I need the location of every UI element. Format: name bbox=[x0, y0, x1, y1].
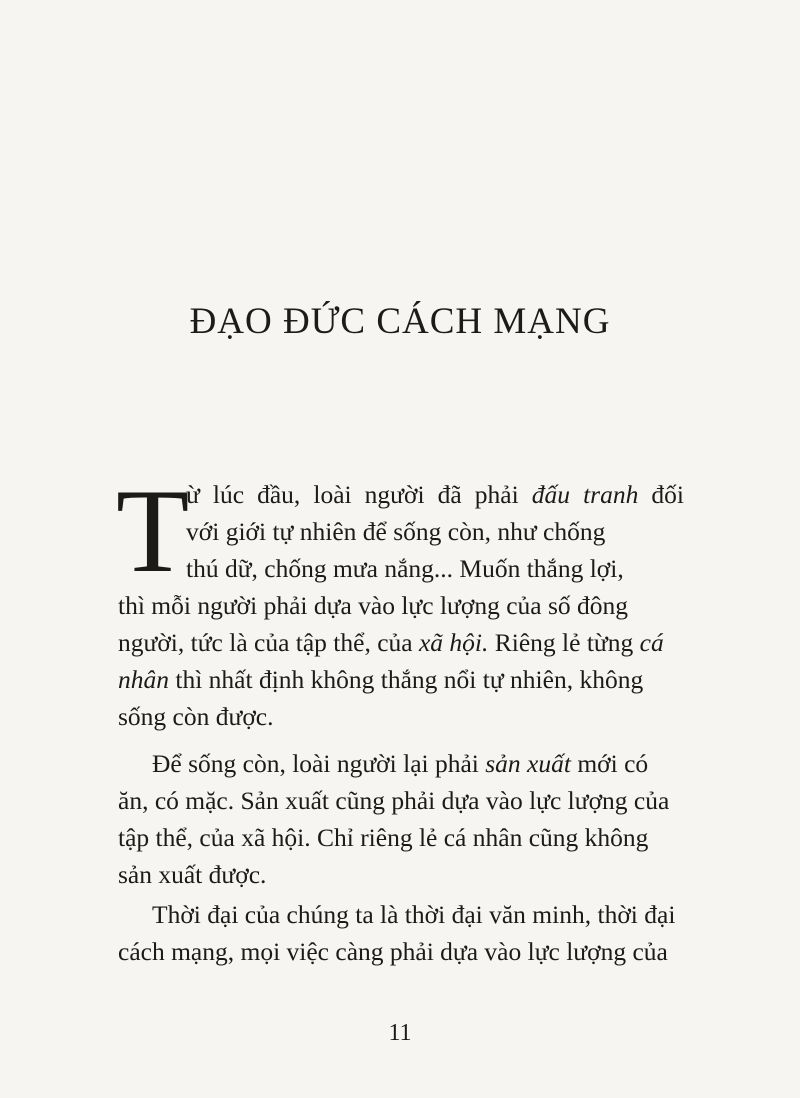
paragraph-2-line-1 bbox=[152, 749, 648, 779]
italic-term: sản xuất bbox=[485, 749, 571, 778]
text-run: thì nhất định không thắng nổi tự nhiên, không bbox=[169, 665, 644, 694]
paragraph-1-line-2: với giới tự nhiên để sống còn, như chống bbox=[186, 517, 606, 546]
paragraph-1-line-6 bbox=[118, 665, 643, 695]
paragraph-2-line-4: sản xuất được. bbox=[118, 860, 267, 889]
paragraph-3-line-1: Thời đại của chúng ta là thời đại văn minh, thời đại bbox=[152, 900, 676, 929]
text-run: mới có bbox=[570, 749, 649, 778]
text-run: Để sống còn, loài người lại phải bbox=[152, 749, 486, 778]
paragraph-1-line-4: thì mỗi người phải dựa vào lực lượng của số đông bbox=[118, 591, 629, 620]
italic-term: xã hội. bbox=[418, 628, 489, 657]
text-run: người, tức là của tập thể, của bbox=[118, 628, 419, 657]
italic-term: nhân bbox=[118, 665, 169, 694]
paragraph-2-line-3: tập thể, của xã hội. Chỉ riêng lẻ cá nhân cũng không bbox=[118, 823, 649, 852]
paragraph-1-line-7: sống còn được. bbox=[118, 702, 274, 731]
paragraph-1-line-5 bbox=[118, 628, 664, 658]
italic-term: đấu tranh bbox=[531, 480, 639, 509]
text-run: đối bbox=[638, 480, 684, 509]
text-run: ừ lúc đầu, loài người đã phải bbox=[186, 480, 532, 509]
page-number: 11 bbox=[388, 1020, 412, 1046]
paragraph-1-line-3: thú dữ, chống mưa nắng... Muốn thắng lợi, bbox=[186, 554, 624, 583]
paragraph-3-line-2: cách mạng, mọi việc càng phải dựa vào lực lượng của bbox=[118, 937, 668, 966]
drop-cap: T bbox=[116, 464, 190, 597]
paragraph-1-line-1 bbox=[186, 480, 684, 510]
text-run: Riêng lẻ từng bbox=[488, 628, 640, 657]
chapter-title: ĐẠO ĐỨC CÁCH MẠNG bbox=[189, 301, 611, 342]
italic-term: cá bbox=[639, 628, 664, 657]
paragraph-2-line-2: ăn, có mặc. Sản xuất cũng phải dựa vào lực lượng của bbox=[118, 786, 670, 815]
